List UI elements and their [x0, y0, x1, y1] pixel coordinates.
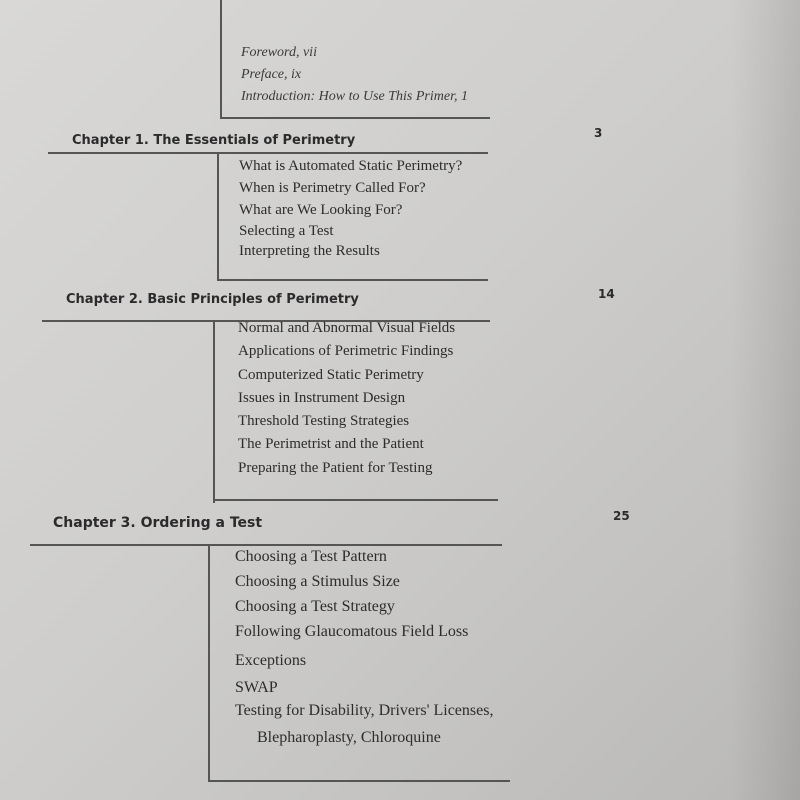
chapter-2-section: Issues in Instrument Design: [238, 390, 406, 406]
chapter-1-title: Chapter 1. The Essentials of Perimetry: [72, 133, 356, 148]
chapter-1-rule: [48, 152, 488, 154]
chapter-1-bottom-rule: [217, 279, 488, 281]
chapter-3-section: Following Glaucomatous Field Loss: [235, 623, 469, 640]
chapter-3-section: Testing for Disability, Drivers' Licenses,: [235, 702, 494, 719]
chapter-1-section: What is Automated Static Perimetry?: [239, 158, 463, 174]
chapter-1-section: What are We Looking For?: [239, 202, 403, 218]
front-divider-vertical: [220, 0, 222, 118]
chapter-3-rule: [30, 544, 502, 546]
chapter-2-section: The Perimetrist and the Patient: [238, 436, 424, 452]
chapter-2-section: Applications of Perimetric Findings: [238, 343, 454, 359]
chapter-3-page: 25: [613, 509, 630, 523]
chapter-3-section-continued: Blepharoplasty, Chloroquine: [257, 729, 441, 746]
chapter-3-section: Choosing a Test Pattern: [235, 548, 387, 565]
chapter-3-bottom-rule: [208, 780, 510, 782]
front-divider-horizontal: [220, 117, 490, 119]
chapter-1-section: Selecting a Test: [239, 223, 334, 239]
front-item-foreword: Foreword, vii: [241, 45, 317, 60]
chapter-3-title: Chapter 3. Ordering a Test: [53, 515, 263, 531]
chapter-2-section: Preparing the Patient for Testing: [238, 460, 433, 476]
chapter-2-section: Threshold Testing Strategies: [238, 413, 410, 429]
page-edge-shadow: [730, 0, 800, 800]
chapter-1-divider: [217, 152, 219, 280]
chapter-3-section: Choosing a Stimulus Size: [235, 573, 400, 590]
chapter-1-page: 3: [594, 126, 603, 140]
chapter-3-section: SWAP: [235, 679, 278, 696]
chapter-1-section: When is Perimetry Called For?: [239, 180, 426, 196]
chapter-2-section: Computerized Static Perimetry: [238, 367, 424, 383]
chapter-3-section: Choosing a Test Strategy: [235, 598, 395, 615]
front-item-introduction: Introduction: How to Use This Primer, 1: [241, 89, 468, 104]
chapter-3-divider: [208, 544, 210, 782]
chapter-2-bottom-rule: [213, 499, 498, 501]
chapter-2-page: 14: [598, 287, 615, 301]
front-item-preface: Preface, ix: [241, 67, 302, 82]
chapter-2-section: Normal and Abnormal Visual Fields: [238, 320, 456, 336]
chapter-2-divider: [213, 320, 215, 503]
chapter-3-section: Exceptions: [235, 652, 307, 669]
chapter-2-title: Chapter 2. Basic Principles of Perimetry: [66, 292, 359, 307]
chapter-1-section: Interpreting the Results: [239, 243, 380, 259]
